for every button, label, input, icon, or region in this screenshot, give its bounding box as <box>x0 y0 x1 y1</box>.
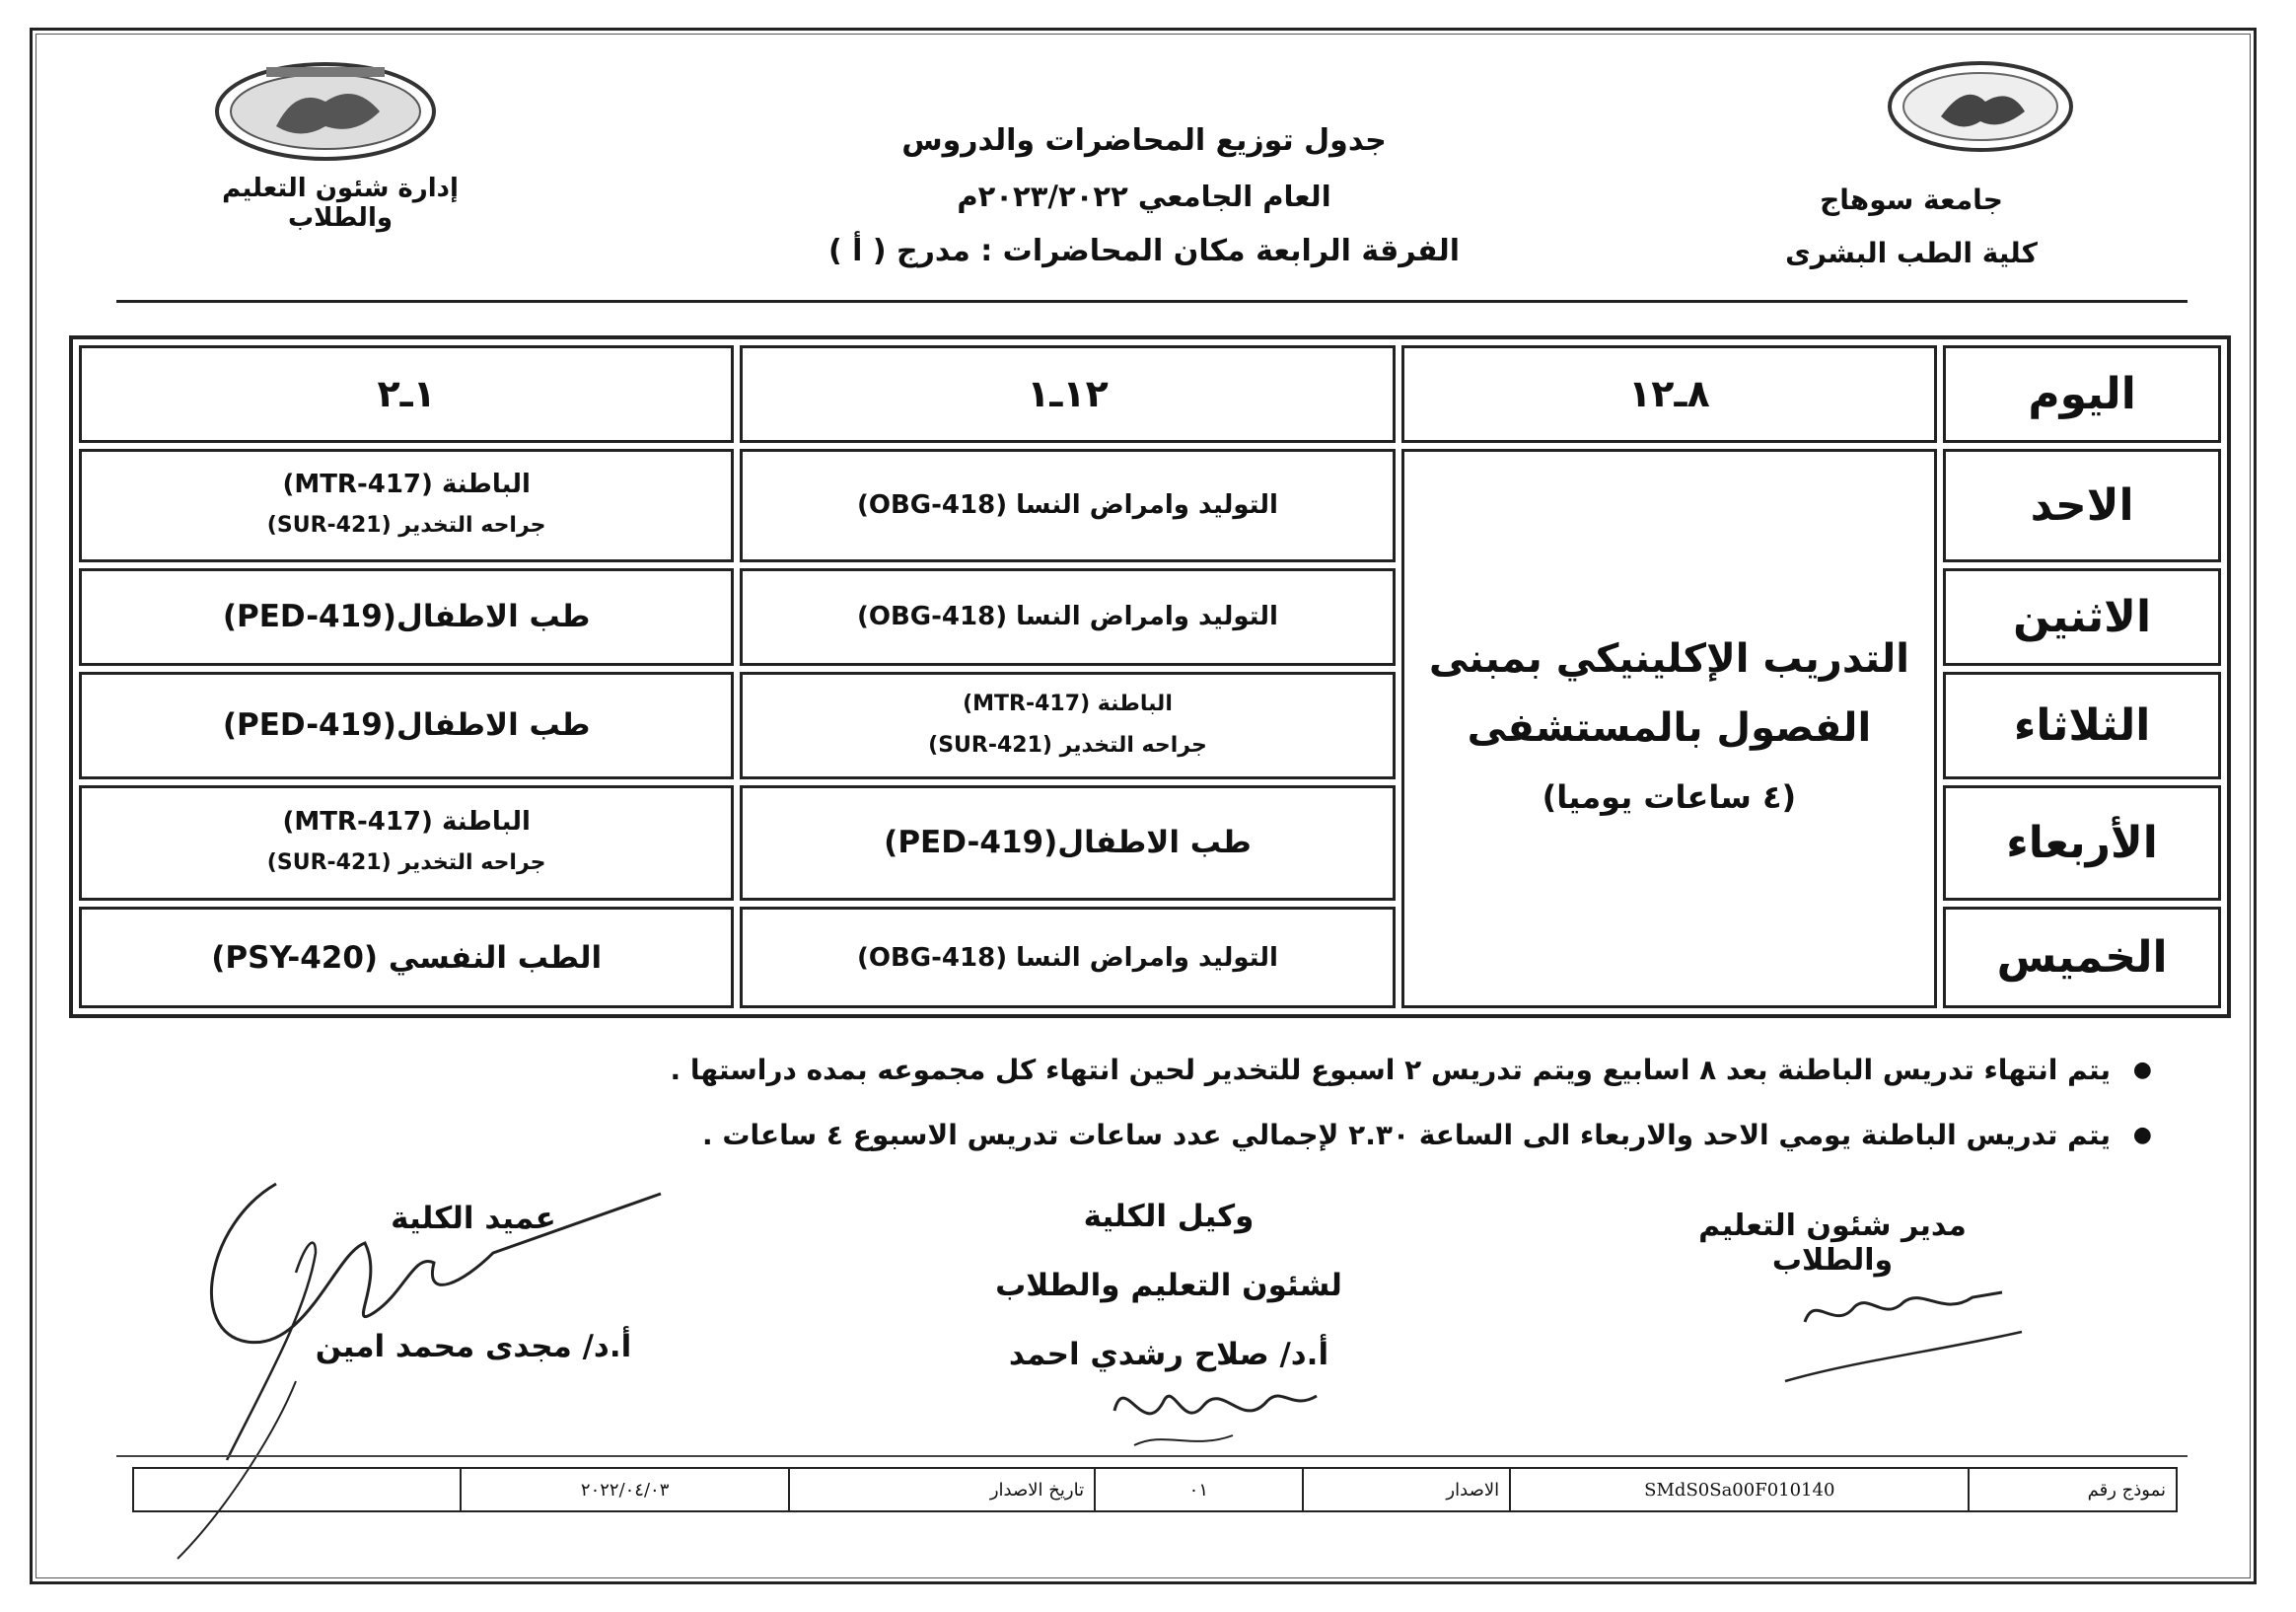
slot-3-cell <box>79 785 734 901</box>
issue-label: الاصدار <box>1303 1468 1511 1511</box>
day-cell: الأربعاء <box>1943 785 2221 901</box>
header-slot-2: ١٢ـ١ <box>740 345 1395 443</box>
header-institution <box>1754 174 2069 280</box>
university-name: جامعة سوهاج <box>1820 183 2003 216</box>
slot-3-cell: الطب النفسي (PSY-420) <box>79 907 734 1008</box>
slot-3-cell: طب الاطفال(PED-419) <box>79 568 734 666</box>
vice-dean-name: أ.د/ صلاح رشدي احمد <box>1008 1337 1329 1372</box>
subject-line: الباطنة (MTR-417) <box>963 692 1173 717</box>
clinical-line-1: التدريب الإكلينيكي بمبنى <box>1428 636 1909 683</box>
issue-date: ٢٠٢٢/٠٤/٠٣ <box>461 1468 788 1511</box>
faculty-name: كلية الطب البشرى <box>1785 237 2038 269</box>
day-cell: الاثنين <box>1943 568 2221 666</box>
clinical-line-2: الفصول بالمستشفى <box>1467 705 1872 752</box>
header-slot-1: ٨ـ١٢ <box>1401 345 1938 443</box>
dean-title: عميد الكلية <box>391 1201 556 1236</box>
issue-number: ٠١ <box>1095 1468 1303 1511</box>
table-header-row <box>79 345 2221 443</box>
notes-list <box>225 1038 2158 1168</box>
header-divider <box>116 300 2188 303</box>
group-location: الفرقة الرابعة مكان المحاضرات : مدرج ( أ ) <box>827 234 1461 268</box>
header-title-block <box>750 113 1539 279</box>
dean-name: أ.د/ مجدى محمد امين <box>315 1329 632 1364</box>
clinical-line-3: (٤ ساعات يوميا) <box>1542 778 1797 817</box>
slot-2-cell: التوليد وامراض النسا (OBG-418) <box>740 568 1395 666</box>
slot-3-cell <box>79 449 734 562</box>
form-number-label: نموذج رقم <box>1969 1468 2177 1511</box>
faculty-seal-right <box>1882 57 2079 156</box>
slot-2-cell: طب الاطفال(PED-419) <box>740 785 1395 901</box>
clinical-training-cell <box>1401 449 1938 1008</box>
signature-dean <box>286 1189 661 1376</box>
director-title: مدير شئون التعليم والطلاب <box>1698 1209 1967 1278</box>
academic-year: العام الجامعي ٢٠٢٣/٢٠٢٢م <box>957 180 1331 213</box>
form-number: SMdS0Sa00F010140 <box>1510 1468 1969 1511</box>
subject-line: جراحه التخدير (SUR-421) <box>266 850 546 876</box>
department-name: إدارة شئون التعليم والطلاب <box>222 174 459 233</box>
footer-divider <box>116 1455 2188 1457</box>
signature-vice-dean <box>947 1182 1391 1389</box>
form-footer <box>132 1467 2178 1512</box>
schedule-table <box>69 335 2231 1018</box>
slot-2-cell: التوليد وامراض النسا (OBG-418) <box>740 907 1395 1008</box>
note-item: ● يتم تدريس الباطنة يومي الاحد والاربعاء الى الساعة ٢.٣٠ لإجمالي عدد ساعات تدريس الاسبوع ٤ ساعات . <box>225 1103 2158 1168</box>
slot-2-cell: التوليد وامراض النسا (OBG-418) <box>740 449 1395 562</box>
vice-dean-title-2: لشئون التعليم والطلاب <box>995 1268 1342 1303</box>
university-seal-left <box>207 57 444 166</box>
subject-line: جراحه التخدير (SUR-421) <box>266 513 546 539</box>
note-item: ● يتم انتهاء تدريس الباطنة بعد ٨ اسابيع ويتم تدريس ٢ اسبوع للتخدير لحين انتهاء كل مجموعه بمده دراستها . <box>225 1038 2158 1103</box>
day-cell: الثلاثاء <box>1943 672 2221 779</box>
vice-dean-title-1: وكيل الكلية <box>1083 1199 1255 1234</box>
header-slot-3: ١ـ٢ <box>79 345 734 443</box>
subject-line: الباطنة (MTR-417) <box>282 470 531 500</box>
header-day: اليوم <box>1943 345 2221 443</box>
page-title: جدول توزيع المحاضرات والدروس <box>901 123 1387 158</box>
slot-3-cell: طب الاطفال(PED-419) <box>79 672 734 779</box>
table-row <box>79 449 2221 562</box>
footer-empty-cell <box>133 1468 461 1511</box>
subject-line: الباطنة (MTR-417) <box>282 807 531 838</box>
issue-date-label: تاريخ الاصدار <box>789 1468 1095 1511</box>
day-cell: الاحد <box>1943 449 2221 562</box>
subject-line: جراحه التخدير (SUR-421) <box>928 733 1207 759</box>
slot-2-cell <box>740 672 1395 779</box>
signature-director <box>1645 1209 2020 1278</box>
day-cell: الخميس <box>1943 907 2221 1008</box>
